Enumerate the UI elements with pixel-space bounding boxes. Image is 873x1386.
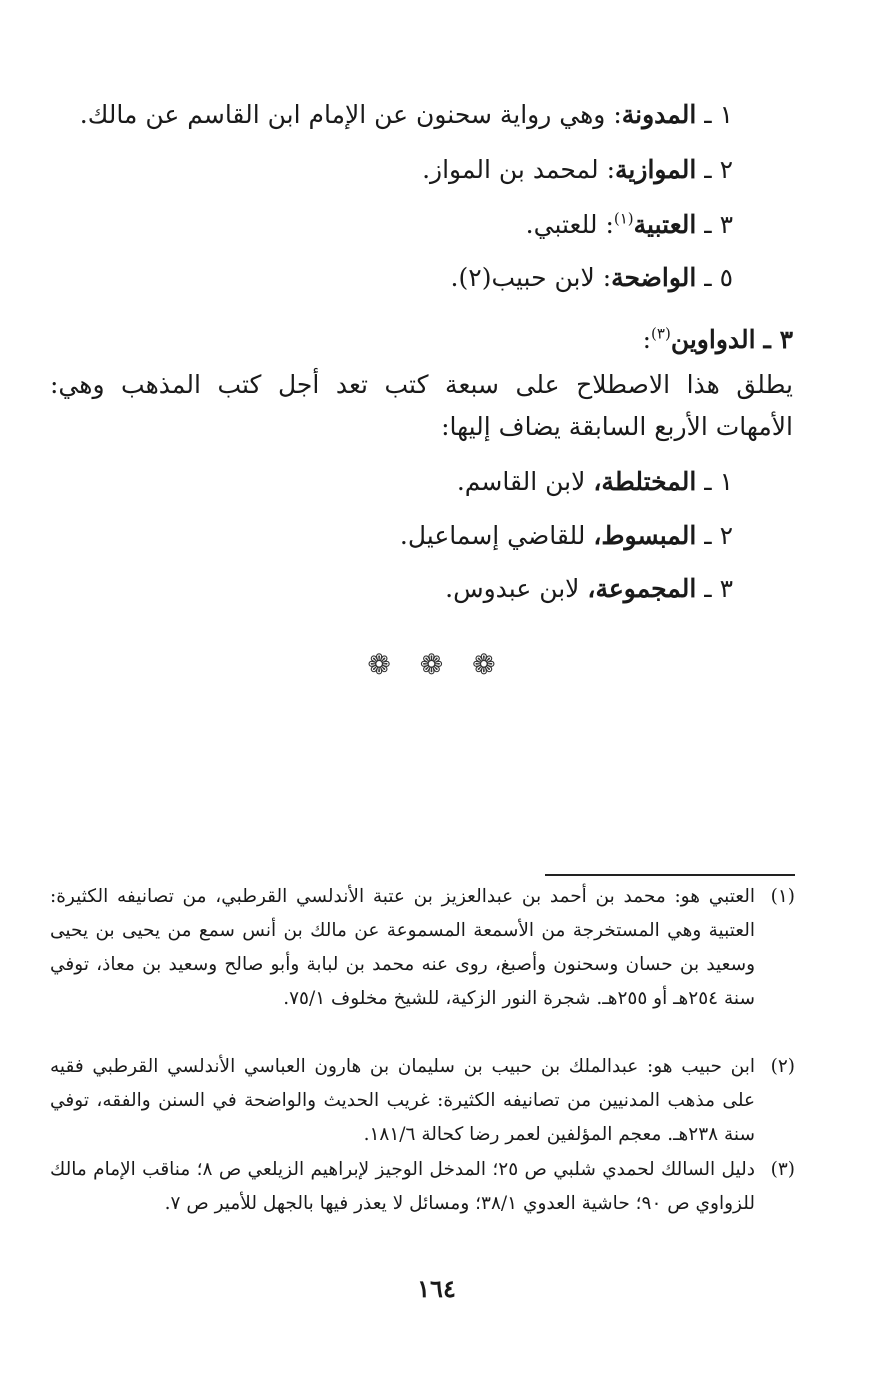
list1-item-3-num: ٣ ـ [704,210,733,239]
section-heading [643,325,793,354]
section-heading-colon: : [642,325,652,354]
footnote-2-number: (٢) [770,1056,795,1077]
list1-item-3-term: العتبية [633,210,697,239]
list1-item-3-sep: : [605,210,614,239]
footnote-1-text: العتبي هو: محمد بن أحمد بن عبدالعزيز بن عتبة الأندلسي القرطبي، من تصانيفه الكثيرة: العتبية وهي المستخرجة من الأسمعة المسموعة عن مالك بن أنس سمع من يحيى بن يحيى وسعيد بن حسان وسحنون وأصبغ، روى عنه محمد بن لبابة وأبو صالح وسعيد بن معاذ، توفي سنة ٢٥٤هـ أو ٢٥٥هـ. شجرة النور الزكية، للشيخ مخلوف ٧٥/١. [50,886,755,1009]
list1-item-2 [422,155,733,184]
section-heading-title: الدواوين [670,325,756,354]
list1-item-1-rest: وهي رواية سحنون عن الإمام ابن القاسم عن مالك. [79,100,606,129]
list1-item-4-num: ٥ ـ [704,263,733,292]
list1-item-4-term: الواضحة [611,263,697,292]
list1-item-2-num: ٢ ـ [704,155,733,184]
list2-item-2 [400,521,733,550]
list2-item-2-num: ٢ ـ [704,521,733,550]
page-number: ١٦٤ [417,1274,456,1303]
footnote-2-text: ابن حبيب هو: عبدالملك بن حبيب بن سليمان بن هارون العباسي الأندلسي القرطبي فقيه على مذهب المدنيين من تصانيفه الكثيرة: غريب الحديث والواضحة في السنن والفقه، توفي سنة ٢٣٨هـ. معجم المؤلفين لعمر رضا كحالة ١٨١/٦. [50,1056,755,1145]
footnote-1-number: (١) [770,886,795,907]
footnote-1 [50,880,795,1016]
list1-item-3 [526,210,733,239]
list2-item-3-num: ٣ ـ [704,574,733,603]
list2-item-2-rest: للقاضي إسماعيل. [399,521,586,550]
list1-item-3-footnote-ref: (١) [613,209,634,228]
list1-item-4 [451,263,733,292]
section-heading-num: ٣ ـ [763,325,793,354]
footnote-3-text: دليل السالك لحمدي شلبي ص ٢٥؛ المدخل الوجيز لإبراهيم الزيلعي ص ٨؛ مناقب الإمام مالك للزواوي ص ٩٠؛ حاشية العدوي ٣٨/١؛ ومسائل لا يعذر فيها بالجهل للأمير ص ٧. [50,1159,755,1214]
list2-item-1-num: ١ ـ [704,467,733,496]
list1-item-2-rest: لمحمد بن المواز. [422,155,599,184]
list1-item-3-rest: للعتبي. [525,210,598,239]
paragraph-line-1: يطلق هذا الاصطلاح على سبعة كتب تعد أجل كتب المذهب وهي: [50,370,793,399]
list1-item-1 [80,100,733,129]
section-divider-ornaments: ❁ ❁ ❁ [367,648,506,681]
section-heading-footnote-ref: (٣) [651,324,671,343]
footnote-2 [50,1050,795,1152]
list1-item-2-sep: : [606,155,616,184]
paragraph-line-2: الأمهات الأربع السابقة يضاف إليها: [441,412,793,441]
list1-item-4-rest: لابن حبيب(٢). [450,263,595,292]
footnote-3 [50,1153,795,1221]
list1-item-1-sep: : [613,100,622,129]
list2-item-3-term: المجموعة، [587,574,697,603]
list1-item-1-num: ١ ـ [704,100,733,129]
list2-item-1-term: المختلطة، [593,467,697,496]
list2-item-1 [457,467,733,496]
list1-item-4-sep: : [602,263,612,292]
list2-item-3 [445,574,733,603]
list2-item-1-rest: لابن القاسم. [456,467,586,496]
list2-item-2-term: المبسوط، [593,521,697,550]
list1-item-2-term: الموازية [615,155,697,184]
footnote-3-number: (٣) [770,1159,795,1180]
list1-item-1-term: المدونة [621,100,697,129]
footnote-separator [545,874,795,876]
list2-item-3-rest: لابن عبدوس. [445,574,580,603]
